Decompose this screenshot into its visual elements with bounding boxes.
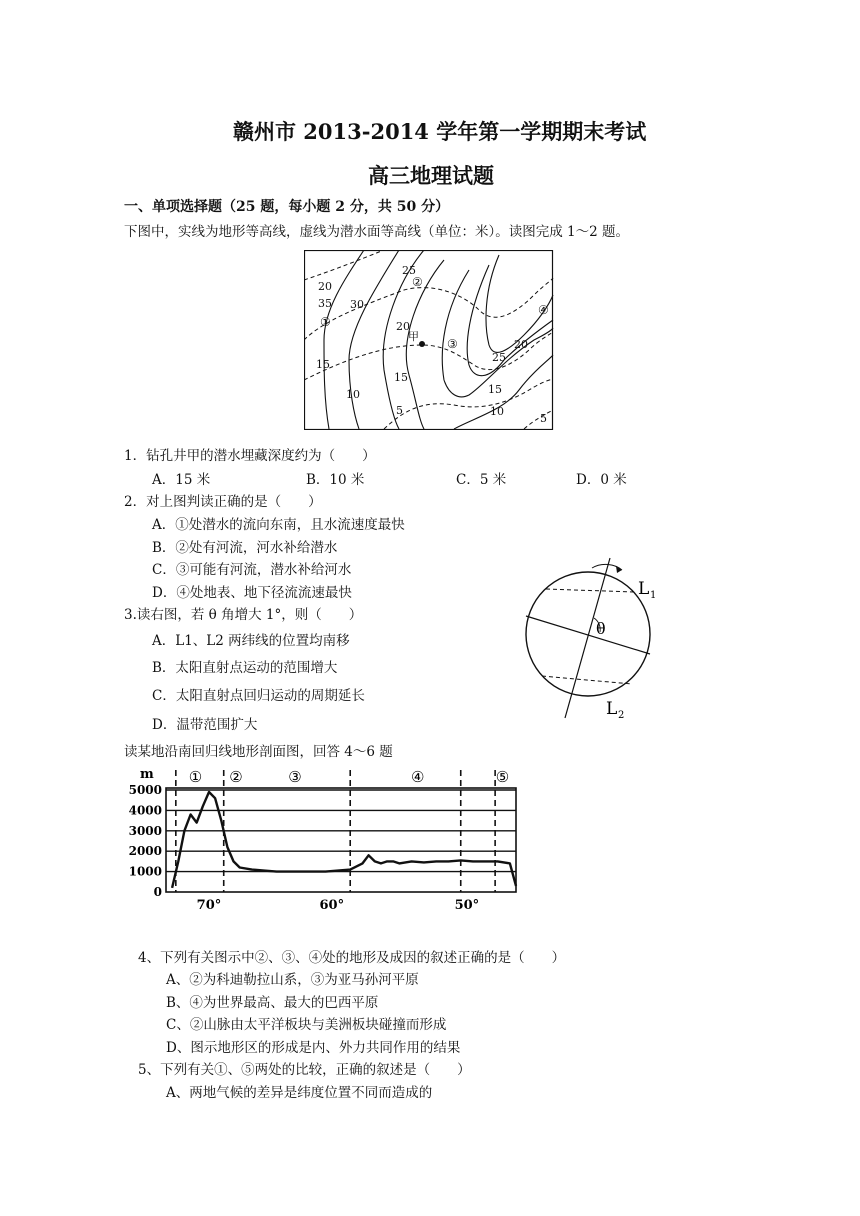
q4-option-d: D、图示地形区的形成是内、外力共同作用的结果 [166,1040,461,1056]
location-marker-4: ④ [538,303,549,317]
section-intro-2: 读某地沿南回归线地形剖面图，回答 4～6 题 [124,744,393,760]
y-axis-unit: m [140,767,154,782]
theta-label: θ [596,619,606,638]
globe-figure [520,556,670,724]
region-label: ① [188,768,203,786]
contour-label: 20 [396,320,410,333]
q2-option-c: C．③可能有河流，潜水补给河水 [152,562,352,578]
contour-label: 15 [488,383,502,396]
contour-map-figure [304,250,554,430]
q2-option-b: B．②处有河流，河水补给潜水 [152,540,338,556]
location-marker-3: ③ [447,337,458,351]
contour-label: 20 [318,280,332,293]
q2-stem: 2．对上图判读正确的是（ ） [124,494,322,510]
contour-label: 5 [396,404,403,417]
region-label: ⑤ [495,768,510,786]
q4-stem: 4、下列有关图示中②、③、④处的地形及成因的叙述正确的是（ ） [138,950,566,966]
q4-option-a: A、②为科迪勒拉山系，③为亚马孙河平原 [166,972,419,988]
contour-label: 15 [316,358,330,371]
contour-label: 25 [402,264,416,277]
contour-label: 10 [490,405,504,418]
section-heading: 一、单项选择题（25 题，每小题 2 分，共 50 分） [124,199,450,215]
contour-label: 35 [318,297,332,310]
region-label: ④ [411,768,425,786]
q1-option-d: D．0 米 [576,472,627,488]
y-tick-label: 3000 [128,823,162,838]
y-tick-label: 5000 [128,783,162,797]
l1-label: L [638,579,650,599]
contour-label: 25 [492,351,506,364]
y-tick-label: 4000 [128,803,162,818]
l2-subscript: 2 [618,710,625,721]
y-tick-label: 1000 [128,864,162,879]
well-jia-label: 甲 [408,330,419,343]
l1-subscript: 1 [650,590,657,601]
q2-option-d: D．④处地表、地下径流流速最快 [152,585,352,601]
region-label: ② [229,768,243,786]
x-tick-label: 70° [196,898,222,913]
q1-option-b: B．10 米 [306,472,365,488]
x-tick-label: 60° [319,898,345,913]
q5-option-a: A、两地气候的差异是纬度位置不同而造成的 [166,1085,433,1101]
exam-title: 赣州市 2013-2014 学年第一学期期末考试 [233,119,647,144]
q1-option-a: A．15 米 [152,472,211,488]
y-tick-label: 0 [153,885,162,899]
region-label: ③ [288,768,302,786]
q4-option-c: C、②山脉由太平洋板块与美洲板块碰撞而形成 [166,1017,447,1033]
contour-label: 20 [514,338,528,351]
q3-option-b: B．太阳直射点运动的范围增大 [152,660,338,676]
contour-label: 10 [346,388,360,401]
terrain-profile-chart [124,762,524,914]
contour-label: 30 [350,298,364,311]
q3-option-a: A．L1、L2 两纬线的位置均南移 [152,633,350,649]
l2-label: L [606,699,618,719]
q3-stem: 3.读右图，若 θ 角增大 1°，则（ ） [124,607,363,623]
exam-subtitle: 高三地理试题 [368,163,494,188]
q5-stem: 5、下列有关①、⑤两处的比较，正确的叙述是（ ） [138,1062,471,1078]
location-marker-1: ① [320,315,331,329]
q3-option-c: C．太阳直射点回归运动的周期延长 [152,688,365,704]
q1-option-c: C．5 米 [456,472,507,488]
contour-label: 15 [394,371,408,384]
q1-stem: 1．钻孔井甲的潜水埋藏深度约为（ ） [124,448,376,464]
q4-option-b: B、④为世界最高、最大的巴西平原 [166,995,379,1011]
y-tick-label: 2000 [128,844,162,859]
q2-option-a: A．①处潜水的流向东南，且水流速度最快 [152,517,405,533]
q3-option-d: D．温带范围扩大 [152,717,258,733]
location-marker-2: ② [412,275,423,289]
contour-label: 5 [540,412,547,425]
x-tick-label: 50° [454,898,480,913]
section-intro: 下图中，实线为地形等高线，虚线为潜水面等高线（单位：米）。读图完成 1～2 题。 [124,224,630,240]
